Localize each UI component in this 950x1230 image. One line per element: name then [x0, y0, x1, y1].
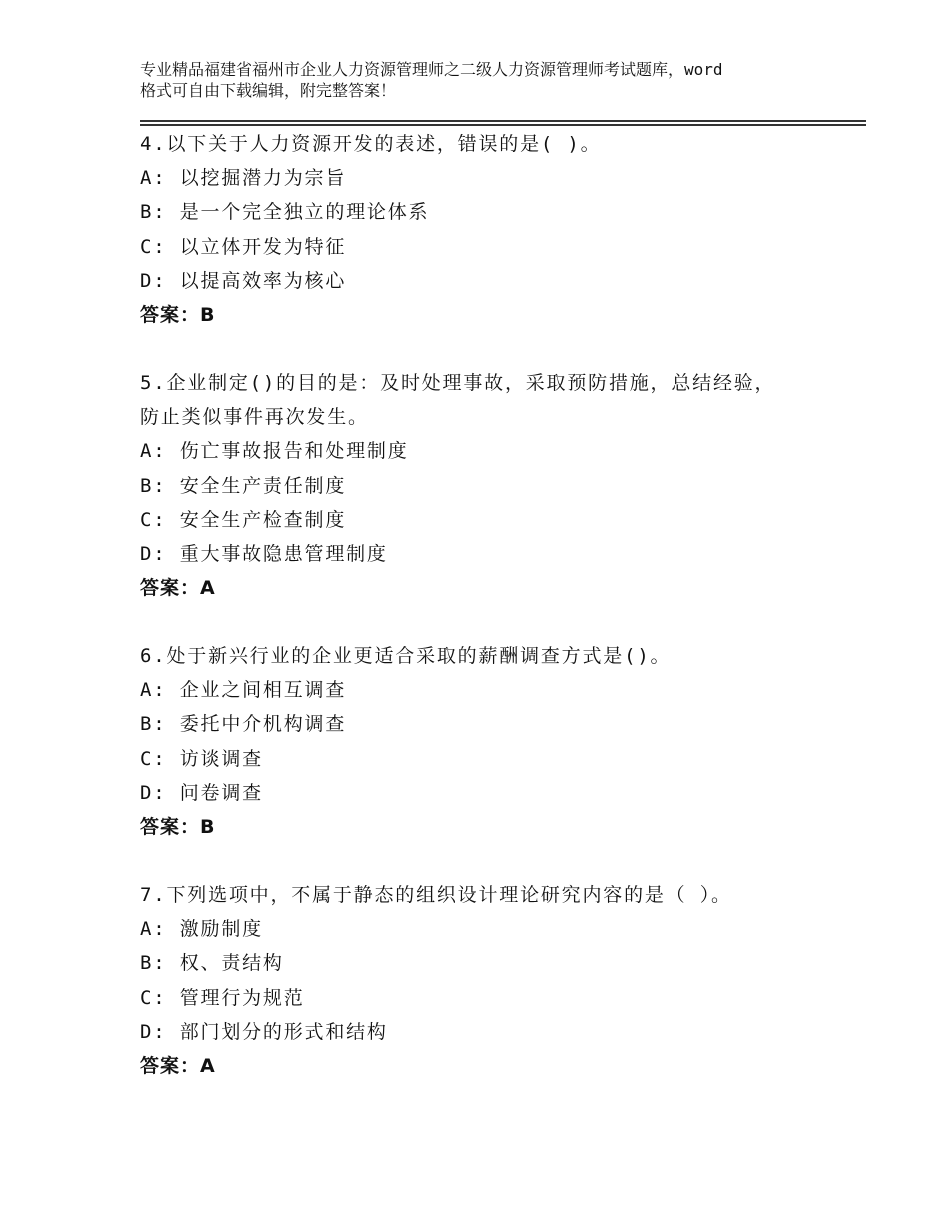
question-6: [140, 639, 840, 844]
question-stem: 4.以下关于人力资源开发的表述，错误的是( )。: [140, 133, 602, 155]
option-d: D: 问卷调查: [140, 781, 263, 804]
answer-label: 答案：A: [140, 577, 216, 600]
option-b: B: 权、责结构: [140, 952, 284, 975]
option-c: C: 以立体开发为特征: [140, 235, 347, 258]
question-stem: 7.下列选项中，不属于静态的组织设计理论研究内容的是（ ）。: [140, 884, 732, 906]
option-b: B: 委托中介机构调查: [140, 713, 347, 736]
option-a: A: 以挖掘潜力为宗旨: [140, 167, 347, 190]
option-d: D: 以提高效率为核心: [140, 269, 347, 292]
option-c: C: 访谈调查: [140, 747, 263, 770]
question-4: [140, 127, 840, 332]
option-b: B: 安全生产责任制度: [140, 474, 347, 497]
header-divider-top: [140, 120, 866, 122]
option-d: D: 部门划分的形式和结构: [140, 1020, 388, 1043]
question-stem-continuation: 防止类似事件再次发生。: [140, 406, 369, 429]
document-header: [140, 59, 840, 101]
question-stem: 6.处于新兴行业的企业更适合采取的薪酬调查方式是()。: [140, 645, 672, 667]
answer-label: 答案：B: [140, 816, 216, 839]
option-a: A: 伤亡事故报告和处理制度: [140, 440, 409, 463]
option-c: C: 安全生产检查制度: [140, 508, 347, 531]
header-line-1: 专业精品福建省福州市企业人力资源管理师之二级人力资源管理师考试题库，word: [140, 60, 723, 79]
option-b: B: 是一个完全独立的理论体系: [140, 201, 430, 224]
option-c: C: 管理行为规范: [140, 986, 305, 1009]
option-a: A: 企业之间相互调查: [140, 679, 347, 702]
option-a: A: 激励制度: [140, 918, 263, 941]
option-d: D: 重大事故隐患管理制度: [140, 543, 388, 566]
question-stem: 5.企业制定()的目的是：及时处理事故，采取预防措施，总结经验，: [140, 372, 776, 394]
header-line-2: 格式可自由下载编辑，附完整答案！: [140, 81, 397, 100]
question-5: [140, 366, 840, 605]
answer-label: 答案：A: [140, 1055, 216, 1078]
header-divider-bottom: [140, 124, 866, 126]
answer-label: 答案：B: [140, 304, 216, 327]
question-7: [140, 878, 840, 1083]
